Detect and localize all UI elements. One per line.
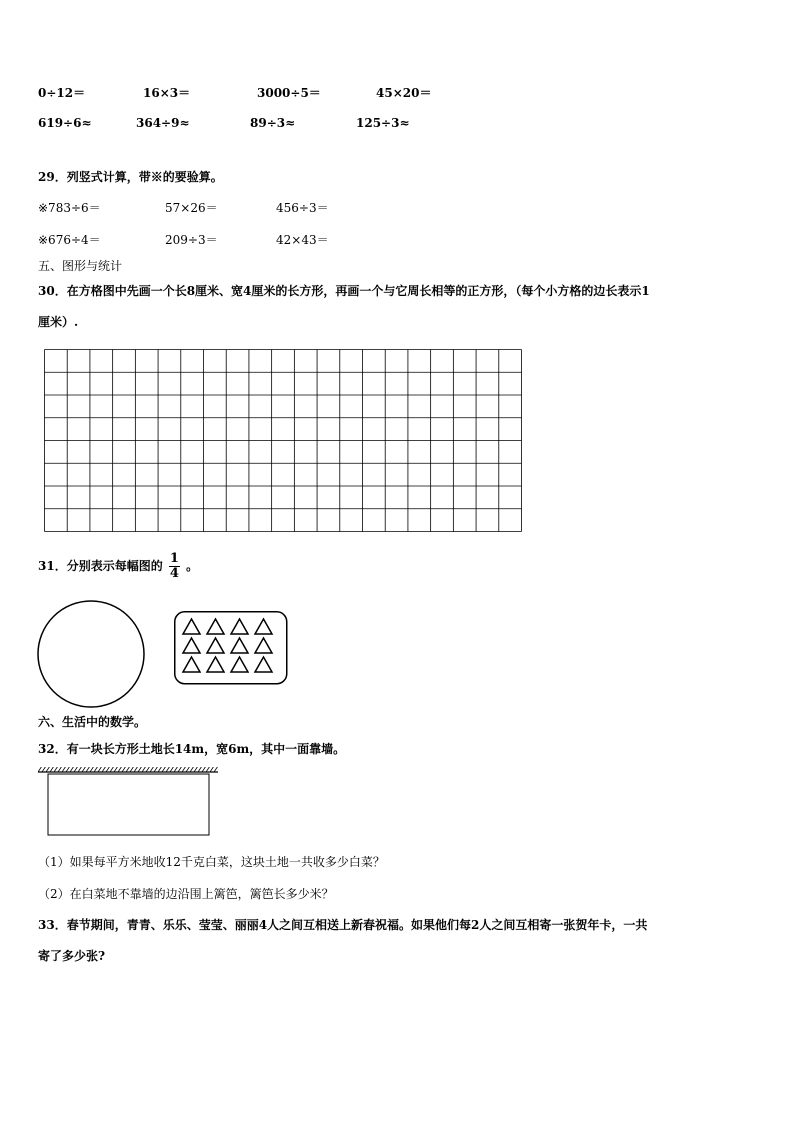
triangles-figure[interactable] [174, 611, 288, 685]
square-grid[interactable] [44, 349, 522, 532]
q31-suffix: 。 [186, 559, 199, 573]
q29-calc-6: 42×43＝ [276, 233, 329, 247]
triangle-shape[interactable] [183, 619, 200, 634]
triangle-shape[interactable] [255, 619, 272, 634]
triangle-shape[interactable] [231, 638, 248, 653]
q29-calc-2: 57×26＝ [165, 201, 218, 215]
q32-sub1: （1）如果每平方米地收12千克白菜，这块土地一共收多少白菜？ [38, 855, 385, 869]
triangle-shape[interactable] [255, 638, 272, 653]
q29-calc-3: 456÷3＝ [276, 201, 329, 215]
q32-title: 32．有一块长方形土地长14m，宽6m，其中一面靠墙。 [38, 742, 346, 756]
estimate-calc-3: 89÷3≈ [250, 116, 296, 130]
q29-calc-4: ※676÷4＝ [38, 233, 101, 247]
triangle-shape[interactable] [207, 657, 224, 672]
mental-calc-3: 3000÷5＝ [257, 86, 321, 100]
wall-hatching [38, 767, 218, 772]
triangle-shape[interactable] [231, 657, 248, 672]
q30-text-line2: 厘米）. [38, 315, 79, 329]
q33-text-line1: 33．春节期间，青青、乐乐、莹莹、丽丽4人之间互相送上新春祝福。如果他们每2人之间互相寄一张贺年卡，一共 [38, 918, 648, 932]
triangle-shape[interactable] [183, 657, 200, 672]
triangle-shape[interactable] [183, 638, 200, 653]
estimate-calc-1: 619÷6≈ [38, 116, 92, 130]
estimate-calc-2: 364÷9≈ [136, 116, 190, 130]
estimate-calc-4: 125÷3≈ [356, 116, 410, 130]
triangle-shape[interactable] [255, 657, 272, 672]
mental-calc-2: 16×3＝ [143, 86, 191, 100]
q30-text-line1: 30．在方格图中先画一个长8厘米、宽4厘米的长方形，再画一个与它周长相等的正方形，（每个小方格的边长表示1 [38, 284, 650, 298]
triangles-frame [175, 612, 287, 684]
q29-calc-1: ※783÷6＝ [38, 201, 101, 215]
mental-calc-4: 45×20＝ [376, 86, 432, 100]
q31-prefix: 31．分别表示每幅图的 [38, 559, 163, 573]
triangle-shape[interactable] [207, 619, 224, 634]
q33-text-line2: 寄了多少张? [38, 949, 106, 963]
triangle-shape[interactable] [207, 638, 224, 653]
section-5-heading: 五、图形与统计 [38, 259, 123, 273]
field-diagram [38, 766, 220, 838]
circle-shape[interactable] [38, 601, 144, 707]
field-rectangle [48, 774, 209, 835]
section-6-heading: 六、生活中的数学。 [38, 715, 147, 729]
triangle-shape[interactable] [231, 619, 248, 634]
q31-text [38, 552, 198, 581]
mental-calc-1: 0÷12＝ [38, 86, 86, 100]
q29-calc-5: 209÷3＝ [165, 233, 218, 247]
q32-sub2: （2）在白菜地不靠墙的边沿围上篱笆，篱笆长多少米？ [38, 887, 334, 901]
fraction-numerator: 1 [169, 551, 179, 566]
q29-title: 29．列竖式计算，带※的要验算。 [38, 170, 223, 184]
fraction-denominator: 4 [169, 566, 179, 581]
fraction-one-quarter [169, 552, 180, 581]
circle-figure[interactable] [37, 608, 147, 700]
